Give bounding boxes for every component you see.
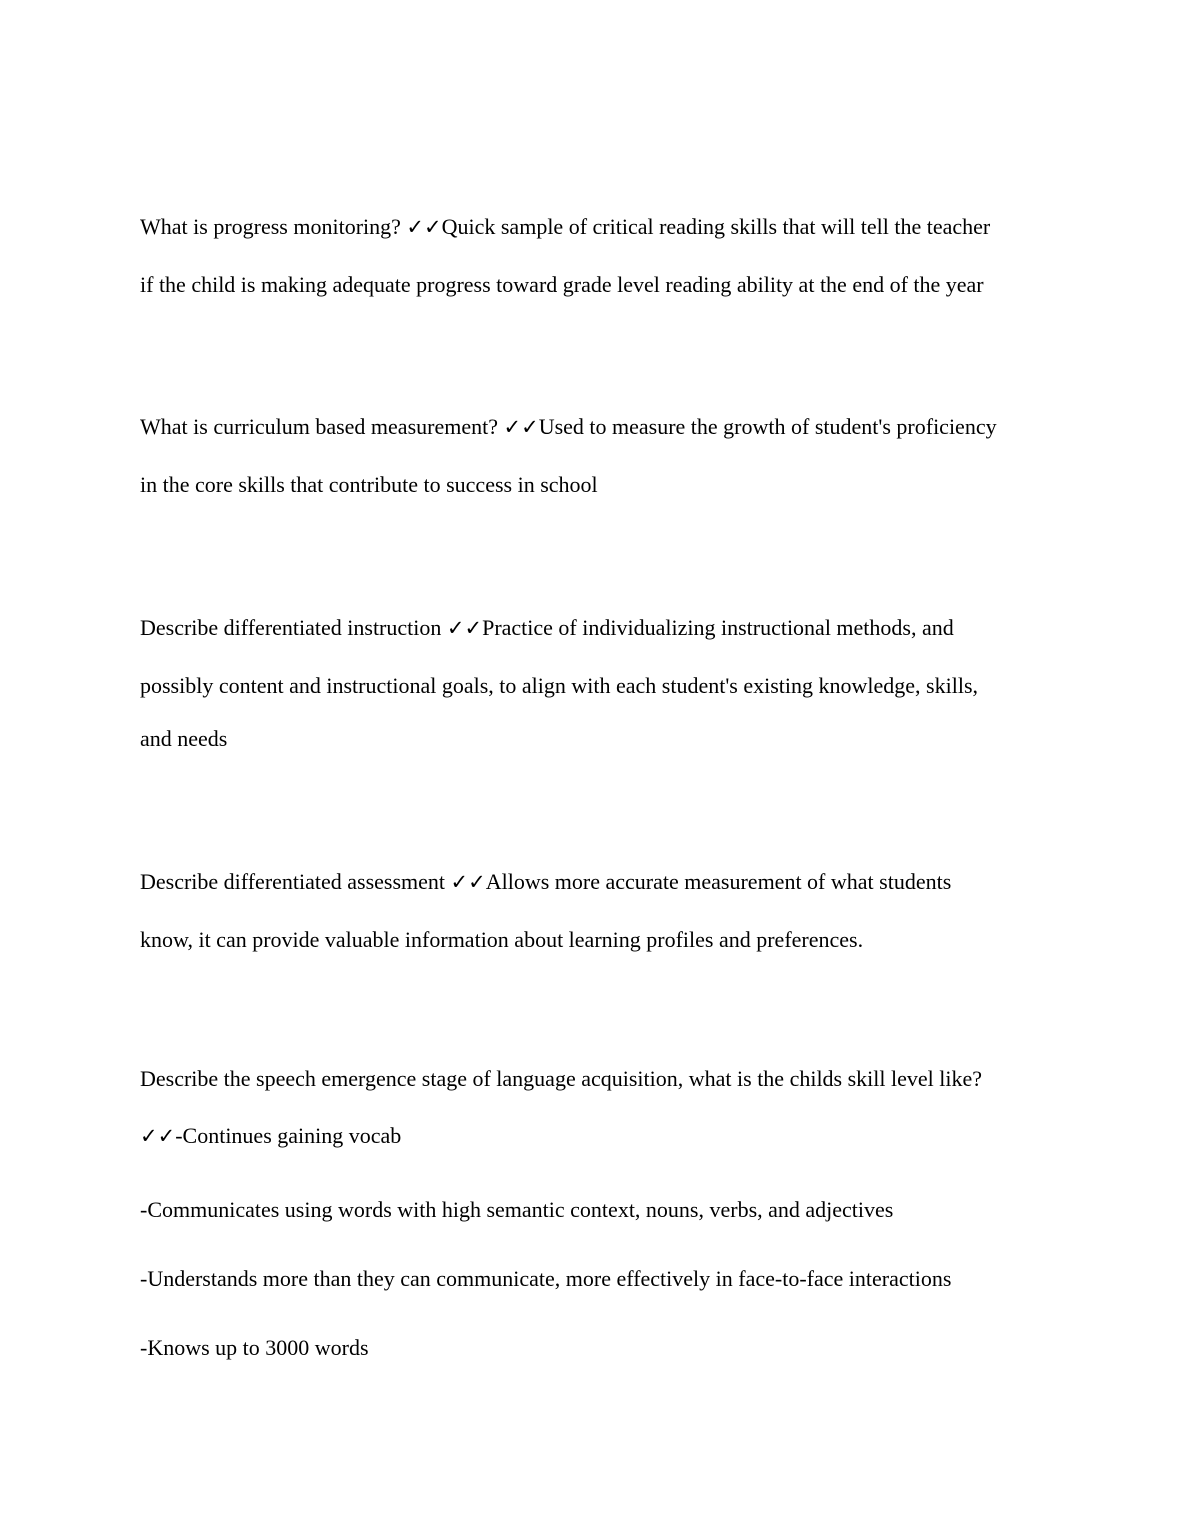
check-icon: ✓✓: [446, 616, 483, 640]
answer-text: Quick sample of critical reading skills that will tell the teacher: [441, 214, 991, 239]
answer-line: -Communicates using words with high semantic context, nouns, verbs, and adjectives: [140, 1197, 894, 1222]
check-icon: ✓✓: [140, 1124, 176, 1148]
answer-line: in the core skills that contribute to success in school: [140, 472, 598, 497]
question-line: [140, 615, 954, 641]
answer-text: Used to measure the growth of student's proficiency: [538, 414, 997, 439]
question-line: [140, 869, 951, 895]
answer-line: -Knows up to 3000 words: [140, 1335, 369, 1360]
question-text: Describe the speech emergence stage of language acquisition, what is the childs skill level like?: [140, 1066, 983, 1091]
question-text: Describe differentiated assessment: [140, 869, 446, 894]
check-icon: ✓✓: [406, 215, 442, 239]
answer-text: Allows more accurate measurement of what students: [485, 869, 952, 894]
answer-line: -Understands more than they can communicate, more effectively in face-to-face interactions: [140, 1266, 952, 1291]
answer-line: [140, 1123, 401, 1149]
question-text: Describe differentiated instruction: [140, 615, 442, 640]
question-text: What is curriculum based measurement?: [140, 414, 498, 439]
answer-line: possibly content and instructional goals, to align with each student's existing knowledge, skills,: [140, 673, 979, 698]
check-icon: ✓✓: [503, 415, 539, 439]
question-line: [140, 414, 997, 440]
answer-text: -Continues gaining vocab: [175, 1123, 402, 1148]
question-text: What is progress monitoring?: [140, 214, 401, 239]
check-icon: ✓✓: [450, 870, 486, 894]
answer-text: Practice of individualizing instructional methods, and: [482, 615, 954, 640]
question-line: [140, 1066, 982, 1092]
answer-line: and needs: [140, 726, 228, 751]
answer-line: if the child is making adequate progress toward grade level reading ability at the end of the year: [140, 272, 984, 297]
answer-line: know, it can provide valuable information about learning profiles and preferences.: [140, 927, 864, 952]
question-line: [140, 214, 990, 240]
